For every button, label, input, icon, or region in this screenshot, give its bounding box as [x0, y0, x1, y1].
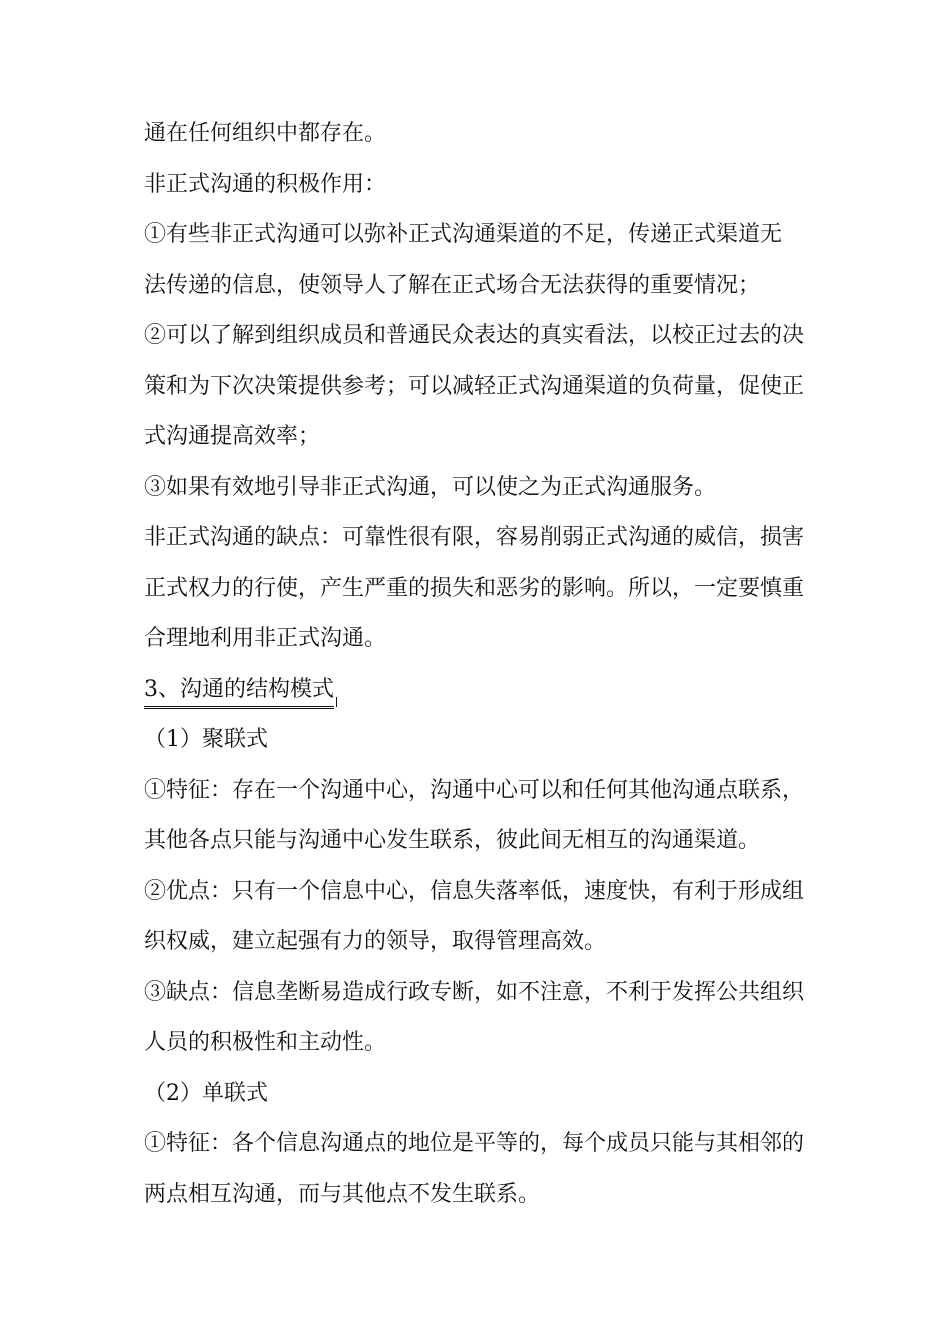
paragraph-line: ③如果有效地引导非正式沟通，可以使之为正式沟通服务。: [144, 474, 717, 500]
document-body: [144, 109, 812, 1220]
paragraph-line: 非正式沟通的积极作用：: [144, 171, 387, 197]
paragraph-line: 式沟通提高效率；: [144, 424, 321, 449]
paragraph-line: 两点相互沟通，而与其他点不发生联系。: [144, 1181, 541, 1207]
paragraph-line: ①有些非正式沟通可以弥补正式沟通渠道的不足，传递正式渠道无: [144, 222, 783, 247]
paragraph-line: ①特征：存在一个沟通中心，沟通中心可以和任何其他沟通点联系，: [144, 777, 805, 803]
underline-end-mark: [336, 697, 337, 707]
paragraph-line: 非正式沟通的缺点：可靠性很有限，容易削弱正式沟通的威信，损害: [144, 525, 805, 550]
section-heading-text: 3、沟通的结构模式: [144, 675, 334, 709]
paragraph-line: 人员的积极性和主动性。: [144, 1030, 387, 1055]
paragraph-line: 策和为下次决策提供参考；可以减轻正式沟通渠道的负荷量，促使正: [144, 373, 805, 399]
subsection-title: （1）聚联式: [144, 727, 268, 752]
paragraph-line: ③缺点：信息垄断易造成行政专断，如不注意，不利于发挥公共组织: [144, 979, 805, 1005]
paragraph-line: ②优点：只有一个信息中心，信息失落率低，速度快，有利于形成组: [144, 878, 805, 904]
paragraph-line: ②可以了解到组织成员和普通民众表达的真实看法，以校正过去的决: [144, 323, 805, 348]
paragraph-line: 织权威，建立起强有力的领导，取得管理高效。: [144, 929, 607, 954]
paragraph-line: 合理地利用非正式沟通。: [144, 626, 387, 651]
section-heading: [144, 665, 334, 716]
paragraph-line: ①特征：各个信息沟通点的地位是平等的，每个成员只能与其相邻的: [144, 1131, 805, 1156]
paragraph-line: 正式权力的行使，产生严重的损失和恶劣的影响。所以，一定要慎重: [144, 575, 805, 601]
paragraph-line: 法传递的信息，使领导人了解在正式场合无法获得的重要情况；: [144, 272, 761, 298]
paragraph-line: 其他各点只能与沟通中心发生联系，彼此间无相互的沟通渠道。: [144, 828, 761, 853]
section-heading-row: [144, 665, 812, 716]
paragraph-line: 通在任何组织中都存在。: [144, 121, 387, 146]
subsection-title: （2）单联式: [144, 1080, 268, 1106]
